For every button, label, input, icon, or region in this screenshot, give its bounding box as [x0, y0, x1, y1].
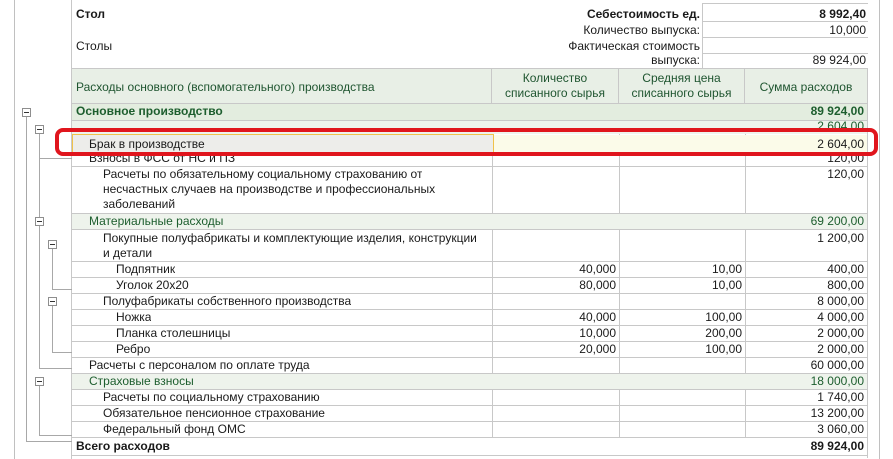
unit-cost-value: 8 992,40	[819, 7, 866, 21]
row-main-production-label: Основное производство	[76, 104, 223, 118]
col-qty-line2: списанного сырья	[505, 86, 605, 100]
col-qty[interactable]	[492, 69, 619, 103]
row-fss-calc-line1: Расчеты по обязательному социальному страхованию от	[103, 167, 423, 181]
actual-cost-value: 89 924,00	[812, 53, 866, 67]
row-nozhka-qty: 40,000	[579, 310, 616, 324]
row-planka-qty: 10,000	[579, 326, 616, 340]
row-social-label: Расчеты по социальному страхованию	[103, 390, 320, 404]
row-insurance-label: Страховые взносы	[89, 374, 194, 388]
actual-cost-label-2: выпуска:	[651, 53, 700, 67]
row-nozhka-label: Ножка	[116, 310, 152, 324]
collapse-purchased[interactable]	[48, 240, 57, 249]
row-personnel-label: Расчеты с персоналом по оплате труда	[89, 358, 310, 372]
collapse-own-semi[interactable]	[48, 297, 57, 306]
qty-label: Количество выпуска:	[583, 23, 700, 37]
row-materials-label: Материальные расходы	[89, 214, 224, 228]
row-oms-label: Федеральный фонд ОМС	[103, 422, 246, 436]
col-sum[interactable]	[745, 69, 868, 103]
row-ugolok-label: Уголок 20х20	[116, 278, 189, 292]
row-hidden-sum: 2 604,00	[817, 119, 864, 133]
row-fss-sum: 120,00	[827, 151, 864, 165]
row-defect-label: Брак в производстве	[89, 137, 205, 151]
row-purchased-line2: и детали	[103, 246, 153, 260]
row-ugolok-qty: 80,000	[579, 278, 616, 292]
collapse-materials[interactable]	[35, 217, 44, 226]
collapse-hidden-group[interactable]	[35, 125, 44, 134]
row-purchased-line1: Покупные полуфабрикаты и комплектующие изделия, конструкции	[103, 231, 477, 245]
product-group: Столы	[76, 39, 113, 53]
total-label: Всего расходов	[76, 439, 170, 453]
row-own-semi-label: Полуфабрикаты собственного производства	[103, 294, 352, 308]
row-nozhka-sum: 4 000,00	[817, 310, 864, 324]
qty-value: 10,000	[829, 23, 866, 37]
row-social-sum: 1 740,00	[817, 390, 864, 404]
row-podpyatnik-label: Подпятник	[116, 262, 176, 276]
product-name: Стол	[76, 7, 106, 21]
row-defect-sum: 2 604,00	[817, 137, 864, 151]
col-price-line2: списанного сырья	[631, 86, 732, 100]
row-fss-label: Взносы в ФСС от НС и ПЗ	[89, 151, 236, 165]
row-materials-sum: 69 200,00	[810, 214, 864, 228]
row-rebro-label: Ребро	[116, 342, 151, 356]
row-rebro-price: 100,00	[705, 342, 742, 356]
row-podpyatnik-sum: 400,00	[827, 262, 864, 276]
row-podpyatnik-price: 10,00	[711, 262, 742, 276]
total-sum: 89 924,00	[810, 439, 864, 453]
col-price-line1: Средняя цена	[642, 71, 721, 85]
row-fss-calc-sum: 120,00	[827, 167, 864, 181]
row-pension-sum: 13 200,00	[810, 406, 864, 420]
col-expenses-label: Расходы основного (вспомогательного) производства	[76, 80, 375, 94]
row-pension-label: Обязательное пенсионное страхование	[103, 406, 325, 420]
col-expenses[interactable]	[72, 69, 492, 103]
row-nozhka-price: 100,00	[705, 310, 742, 324]
row-fss-calc-line3: заболеваний	[103, 197, 176, 211]
col-sum-label: Сумма расходов	[759, 80, 853, 94]
row-rebro-qty: 20,000	[579, 342, 616, 356]
collapse-insurance[interactable]	[35, 377, 44, 386]
row-rebro-sum: 2 000,00	[817, 342, 864, 356]
row-podpyatnik-qty: 40,000	[579, 262, 616, 276]
row-ugolok-price: 10,00	[711, 278, 742, 292]
col-price[interactable]	[619, 69, 745, 103]
row-own-semi-sum: 8 000,00	[817, 294, 864, 308]
actual-cost-label: Фактическая стоимость	[568, 39, 700, 53]
row-oms-sum: 3 060,00	[817, 422, 864, 436]
row-main-production-sum: 89 924,00	[810, 104, 864, 118]
row-purchased-sum: 1 200,00	[817, 231, 864, 245]
row-insurance-sum: 18 000,00	[810, 374, 864, 388]
row-planka-sum: 2 000,00	[817, 326, 864, 340]
row-planka-price: 200,00	[705, 326, 742, 340]
unit-cost-label: Себестоимость ед.	[587, 7, 700, 21]
highlight-annotation	[55, 128, 878, 156]
row-personnel-sum: 60 000,00	[810, 358, 864, 372]
collapse-main-production[interactable]	[22, 108, 31, 117]
row-planka-label: Планка столешницы	[116, 326, 231, 340]
col-qty-line1: Количество	[522, 71, 588, 85]
row-ugolok-sum: 800,00	[827, 278, 864, 292]
row-fss-calc-line2: несчастных случаев на производстве и профессиональных	[103, 182, 436, 196]
